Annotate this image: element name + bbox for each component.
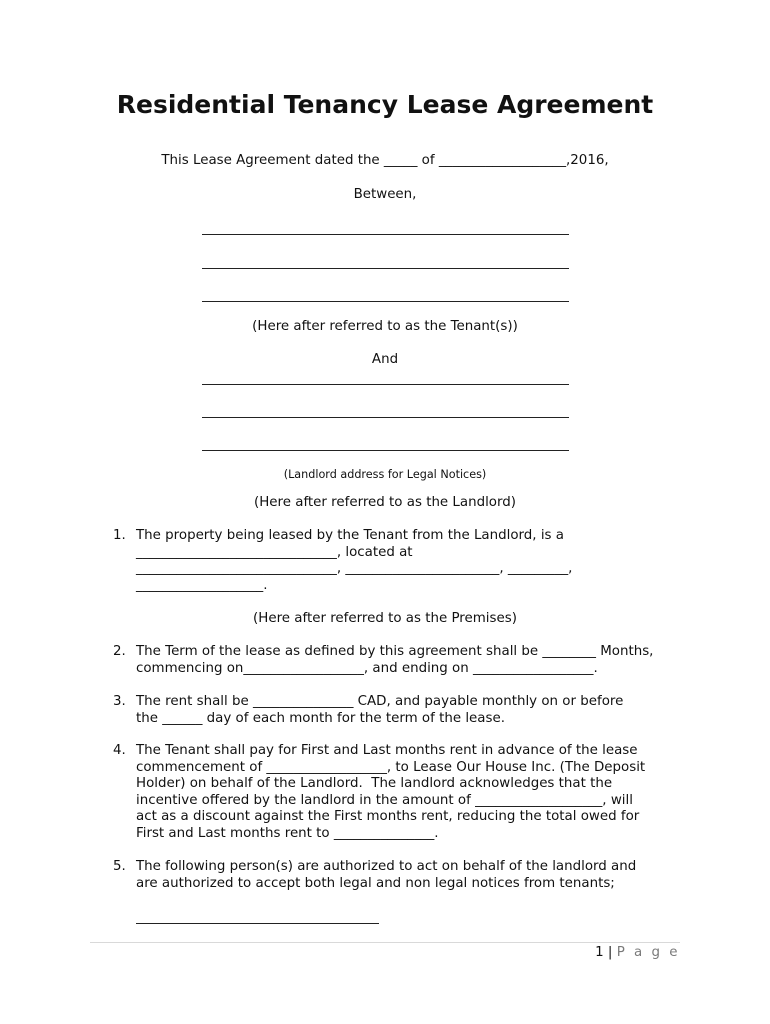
clause-line: The following person(s) are authorized to act on behalf of the landlord and — [136, 859, 637, 874]
between-label: Between, — [353, 187, 417, 202]
lease-date-line: This Lease Agreement dated the _____ of ___________________,2016, — [161, 153, 609, 168]
page-label: P a g e — [616, 945, 680, 960]
clause-number: 3. — [113, 694, 126, 709]
clause-body — [136, 859, 691, 892]
clause-line: The rent shall be _______________ CAD, and payable monthly on or before — [136, 694, 624, 709]
page-separator: | — [607, 945, 613, 960]
page-footer — [595, 945, 680, 960]
clause-line: ______________________________, _______________________, _________, — [136, 561, 573, 577]
authorized-person-line — [136, 923, 379, 924]
clause-line: Holder) on behalf of the Landlord. The landlord acknowledges that the — [136, 776, 613, 792]
clause-line: the ______ day of each month for the term of the lease. — [136, 710, 505, 726]
and-label: And — [371, 352, 399, 367]
clause-number: 4. — [113, 743, 126, 758]
clause-line: are authorized to accept both legal and non legal notices from tenants; — [136, 875, 615, 891]
landlord-signature-line-1 — [202, 384, 569, 385]
clause-body — [136, 694, 691, 727]
clause-line: commencement of __________________, to Lease Our House Inc. (The Deposit — [136, 759, 646, 775]
document-title: Residential Tenancy Lease Agreement — [116, 90, 654, 119]
footer-rule — [90, 942, 680, 943]
tenant-signature-line-1 — [202, 234, 569, 235]
landlord-address-note: (Landlord address for Legal Notices) — [283, 468, 487, 481]
clause-number: 5. — [113, 859, 126, 874]
clause-body — [136, 528, 691, 594]
tenant-reference: (Here after referred to as the Tenant(s)) — [252, 319, 518, 334]
clause-line: First and Last months rent to _______________. — [136, 825, 439, 841]
clause-line: commencing on__________________, and ending on __________________. — [136, 660, 598, 676]
clause-line: The property being leased by the Tenant from the Landlord, is a — [136, 528, 564, 543]
page-number: 1 — [595, 945, 604, 960]
clause-body — [136, 644, 691, 677]
tenant-signature-line-3 — [202, 301, 569, 302]
landlord-reference: (Here after referred to as the Landlord) — [254, 495, 516, 510]
clause-line: ___________________. — [136, 577, 268, 593]
clause-number: 1. — [113, 528, 126, 543]
clause-line: act as a discount against the First months rent, reducing the total owed for — [136, 809, 640, 825]
clause-number: 2. — [113, 644, 126, 659]
tenant-signature-line-2 — [202, 268, 569, 269]
clause-line: The Term of the lease as defined by this agreement shall be ________ Months, — [136, 644, 654, 659]
landlord-signature-line-3 — [202, 450, 569, 451]
clause-line: ______________________________, located at — [136, 544, 413, 560]
clause-line: incentive offered by the landlord in the amount of ___________________, will — [136, 792, 633, 808]
landlord-signature-line-2 — [202, 417, 569, 418]
premises-reference: (Here after referred to as the Premises) — [253, 611, 517, 626]
clause-body — [136, 743, 691, 843]
clause-line: The Tenant shall pay for First and Last months rent in advance of the lease — [136, 743, 638, 758]
